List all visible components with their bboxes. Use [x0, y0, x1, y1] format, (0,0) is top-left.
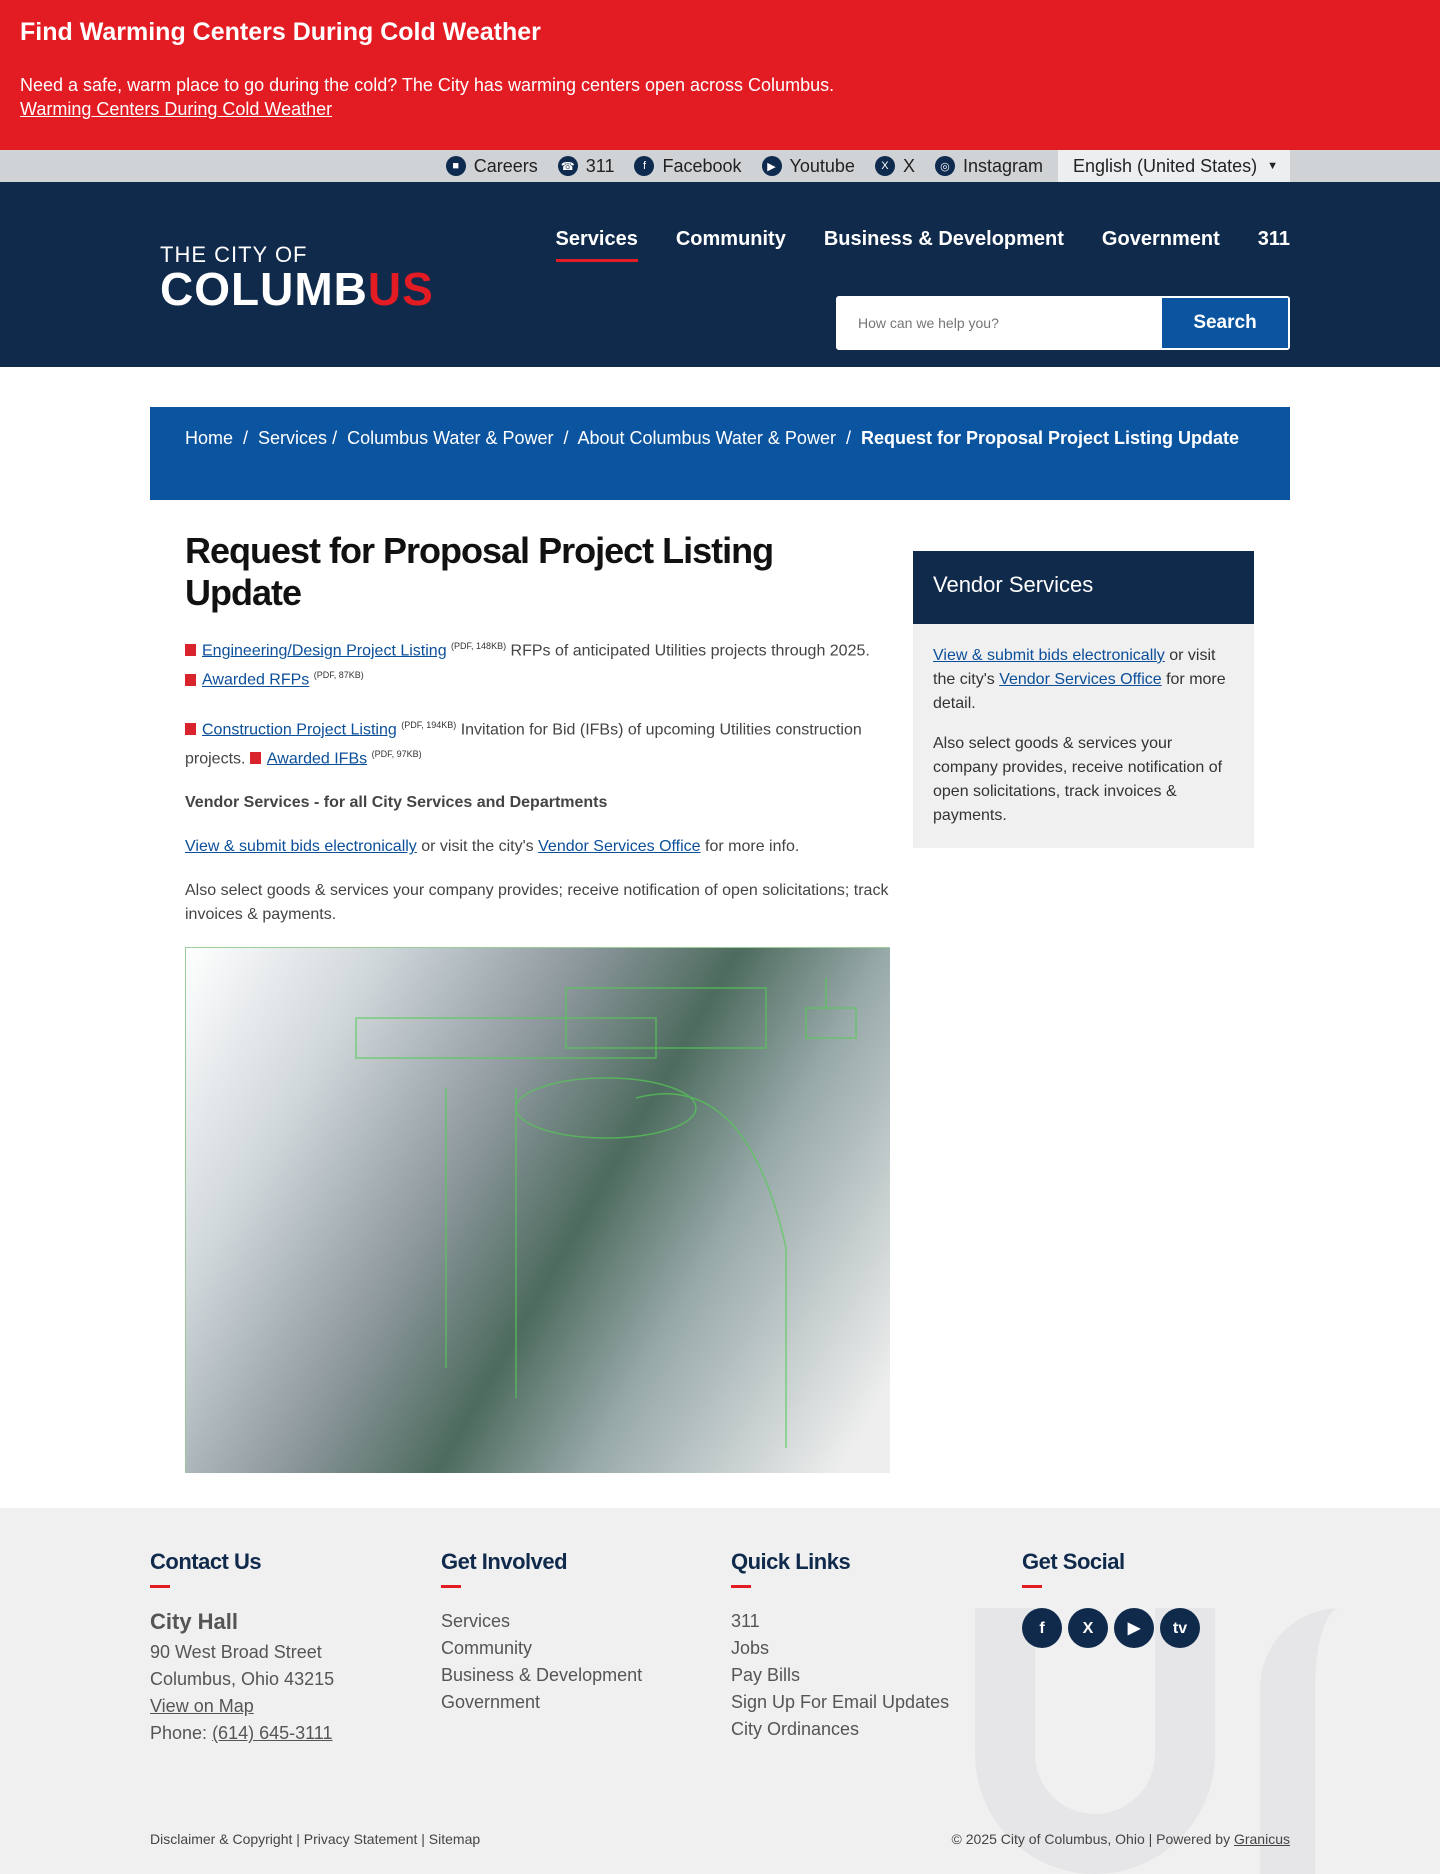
footer-get-involved	[441, 1548, 642, 1716]
site-header	[0, 182, 1440, 367]
pdf-icon	[185, 723, 196, 735]
footer-link[interactable]: Business & Development	[441, 1665, 643, 1685]
utility-label: Facebook	[662, 155, 742, 176]
vendor-services-sidebar	[913, 551, 1254, 848]
utility-label: Instagram	[962, 155, 1044, 176]
main-nav	[518, 228, 1290, 262]
breadcrumb-current: Request for Proposal Project Listing Update	[860, 428, 1240, 448]
copyright-text: © 2025 City of Columbus, Ohio | Powered by	[951, 1831, 1234, 1847]
logo-accent: US	[367, 263, 434, 315]
footer-social	[1022, 1548, 1206, 1648]
sidebar-bids-link[interactable]: View & submit bids electronically	[933, 647, 1165, 664]
granicus-link[interactable]: Granicus	[1233, 1831, 1290, 1847]
breadcrumb-water-power[interactable]: Columbus Water & Power	[347, 428, 554, 448]
alert-title: Find Warming Centers During Cold Weather	[20, 18, 541, 46]
phone-icon: ☎	[558, 156, 578, 176]
footer-contact	[150, 1548, 334, 1747]
alert-text: Need a safe, warm place to go during the cold? The City has warming centers open across Columbus.	[20, 75, 835, 95]
nav-311[interactable]: 311	[1257, 228, 1290, 250]
contact-name: City Hall	[150, 1609, 239, 1634]
utility-label: 311	[585, 155, 615, 176]
utility-instagram[interactable]	[935, 156, 1043, 177]
breadcrumb: Home / Services / Columbus Water & Power / About Columbus Water & Power / Request for Proposal Project Listing Update	[150, 407, 1290, 500]
heading-underline	[1022, 1585, 1042, 1588]
footer-quick-links	[731, 1548, 949, 1743]
submit-bids-link[interactable]: View & submit bids electronically	[185, 838, 417, 856]
breadcrumb-about[interactable]: About Columbus Water & Power	[577, 428, 836, 448]
footer-legal-links[interactable]: Disclaimer & Copyright | Privacy Statement | Sitemap	[150, 1831, 481, 1847]
nav-community[interactable]: Community	[675, 228, 786, 250]
pdf-icon	[185, 674, 196, 686]
footer-link[interactable]: City Ordinances	[731, 1719, 860, 1739]
instagram-icon: ◎	[935, 156, 955, 176]
x-icon: X	[875, 156, 895, 176]
footer-link[interactable]: Sign Up For Email Updates	[731, 1692, 950, 1712]
youtube-icon: ▶	[762, 156, 782, 176]
address-line1: 90 West Broad Street	[150, 1642, 322, 1662]
heading-underline	[150, 1585, 170, 1588]
heading-underline	[731, 1585, 751, 1588]
text: or visit the city's	[416, 838, 539, 856]
nav-government[interactable]: Government	[1101, 228, 1220, 250]
footer-heading: Contact Us	[150, 1549, 262, 1574]
file-meta: (PDF, 87KB)	[313, 670, 364, 681]
utility-youtube[interactable]	[762, 156, 855, 177]
awarded-rfps-link[interactable]: Awarded RFPs	[202, 671, 310, 689]
logo-line1: THE CITY OF	[160, 242, 308, 267]
utility-x[interactable]	[875, 156, 915, 177]
utility-label: X	[902, 155, 915, 176]
youtube-icon[interactable]: ▶	[1114, 1608, 1154, 1648]
vendor-office-link[interactable]: Vendor Services Office	[538, 838, 701, 856]
x-icon[interactable]: X	[1068, 1608, 1108, 1648]
footer-heading: Quick Links	[731, 1549, 851, 1574]
treatment-plant-image	[185, 947, 890, 1473]
text: or visit the city's	[933, 647, 1216, 688]
alert-banner	[0, 0, 1440, 150]
text: for more detail.	[933, 671, 1226, 712]
page-title: Request for Proposal Project Listing Update	[185, 530, 774, 613]
language-value: English (United States)	[1073, 155, 1258, 176]
footer-heading: Get Involved	[441, 1549, 568, 1574]
vendor-heading: Vendor Services - for all City Services and Departments	[185, 794, 608, 812]
search-button[interactable]: Search	[1162, 298, 1288, 348]
site-footer	[0, 1508, 1440, 1874]
footer-link[interactable]: Community	[441, 1638, 533, 1658]
file-meta: (PDF, 194KB)	[401, 719, 457, 730]
pdf-icon	[250, 752, 261, 764]
cbus-tv-icon[interactable]: tv	[1160, 1608, 1200, 1648]
utility-facebook[interactable]	[634, 156, 741, 177]
briefcase-icon: ■	[446, 156, 466, 176]
pdf-icon	[185, 644, 196, 656]
file-meta: (PDF, 148KB)	[451, 641, 507, 651]
awarded-ifbs-link[interactable]: Awarded IFBs	[266, 750, 368, 768]
sidebar-title: Vendor Services	[913, 551, 1254, 624]
search-input[interactable]	[838, 298, 1162, 348]
construction-listing-link[interactable]: Construction Project Listing	[202, 720, 397, 738]
search-form	[836, 296, 1290, 350]
language-select[interactable]	[1058, 150, 1290, 182]
link-desc: RFPs of anticipated Utilities projects through 2025.	[506, 642, 870, 660]
city-logo[interactable]	[160, 242, 434, 315]
phone-link[interactable]: (614) 645-3111	[212, 1723, 333, 1743]
footer-heading: Get Social	[1022, 1549, 1125, 1574]
facebook-icon: f	[634, 156, 654, 176]
blueprint-overlay	[186, 948, 890, 1473]
engineering-listing-link[interactable]: Engineering/Design Project Listing	[202, 642, 447, 660]
sidebar-also-text: Also select goods & services your company provides, receive notification of open solicitations, track invoices & payments.	[933, 735, 1223, 824]
facebook-icon[interactable]: f	[1022, 1608, 1062, 1648]
link-desc: Invitation for Bid (IFBs) of upcoming Utilities construction projects.	[185, 720, 862, 768]
phone-label: Phone:	[150, 1723, 213, 1743]
footer-link[interactable]: 311	[731, 1611, 760, 1631]
utility-careers[interactable]	[446, 156, 538, 177]
breadcrumb-home[interactable]: Home	[185, 428, 234, 448]
footer-link[interactable]: Pay Bills	[731, 1665, 801, 1685]
utility-label: Careers	[473, 155, 538, 176]
utility-bar	[0, 150, 1440, 182]
utility-311[interactable]	[558, 156, 615, 177]
breadcrumb-services[interactable]: Services	[258, 428, 328, 448]
copyright	[952, 1831, 1290, 1847]
nav-services[interactable]: Services	[556, 228, 638, 262]
nav-business[interactable]: Business & Development	[823, 228, 1064, 250]
also-text: Also select goods & services your company provides; receive notification of open solicitations; track invoices & payments.	[185, 882, 889, 924]
view-map-link[interactable]: View on Map	[150, 1696, 254, 1716]
alert-link[interactable]: Warming Centers During Cold Weather	[20, 99, 333, 119]
file-meta: (PDF, 97KB)	[371, 748, 422, 759]
address-line2: Columbus, Ohio 43215	[150, 1669, 335, 1689]
footer-link[interactable]: Services	[441, 1611, 511, 1631]
heading-underline	[441, 1585, 461, 1588]
text: for more info.	[700, 838, 800, 856]
footer-link[interactable]: Government	[441, 1692, 541, 1712]
footer-link[interactable]: Jobs	[731, 1638, 770, 1658]
main-content	[185, 530, 890, 1473]
logo-main: COLUMB	[160, 263, 368, 315]
utility-label: Youtube	[789, 155, 855, 176]
caret-down-icon: ▼	[1267, 160, 1278, 172]
sidebar-vendor-office-link[interactable]: Vendor Services Office	[999, 671, 1162, 688]
